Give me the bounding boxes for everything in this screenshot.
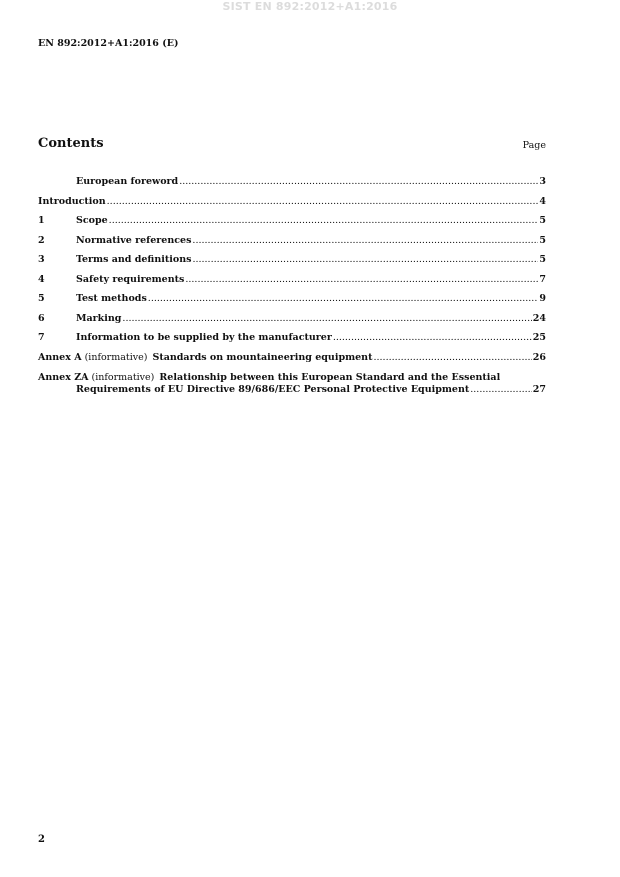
toc-entry-marking[interactable] bbox=[38, 313, 546, 333]
toc-entry-introduction[interactable] bbox=[38, 196, 546, 216]
toc-number: 3 bbox=[38, 254, 45, 265]
dot-leader bbox=[122, 313, 531, 324]
annex-type: (informative) bbox=[84, 351, 148, 363]
toc-title: Terms and definitions bbox=[76, 254, 192, 265]
toc-entry-information-manufacturer[interactable] bbox=[38, 332, 546, 352]
page-number: 2 bbox=[38, 834, 45, 845]
dot-leader bbox=[333, 332, 532, 343]
toc-page: 3 bbox=[539, 176, 546, 187]
contents-heading: Contents bbox=[38, 136, 104, 151]
toc-number: 2 bbox=[38, 234, 45, 246]
annex-type: (informative) bbox=[91, 372, 155, 383]
toc-page: 5 bbox=[539, 234, 546, 246]
toc-title: Information to be supplied by the manufacturer bbox=[76, 332, 332, 343]
toc-entry-annex-za[interactable] bbox=[38, 372, 546, 397]
dot-leader bbox=[109, 215, 539, 226]
toc-title: Marking bbox=[76, 312, 122, 324]
toc-entry-normative-references[interactable] bbox=[38, 235, 546, 255]
toc-number: 4 bbox=[38, 273, 45, 285]
dot-leader bbox=[192, 235, 538, 246]
annex-label: Annex A bbox=[38, 351, 82, 363]
toc-number: 6 bbox=[38, 312, 45, 324]
toc-title: Scope bbox=[76, 215, 108, 226]
table-of-contents bbox=[38, 176, 546, 397]
toc-page: 25 bbox=[532, 332, 546, 343]
document-id: EN 892:2012+A1:2016 (E) bbox=[38, 38, 179, 49]
toc-page: 5 bbox=[539, 254, 546, 265]
toc-entry-safety-requirements[interactable] bbox=[38, 274, 546, 294]
toc-page: 7 bbox=[539, 273, 546, 285]
toc-title: Standards on mountaineering equipment bbox=[152, 351, 373, 363]
toc-title: European foreword bbox=[76, 176, 179, 187]
toc-title-line2: Requirements of EU Directive 89/686/EEC Personal Protective Equipment bbox=[76, 384, 470, 395]
annex-label: Annex ZA bbox=[38, 372, 89, 383]
toc-page: 9 bbox=[539, 293, 546, 304]
toc-title: Test methods bbox=[76, 293, 147, 304]
dot-leader bbox=[185, 274, 538, 285]
toc-title: Safety requirements bbox=[76, 273, 185, 285]
toc-number: 5 bbox=[38, 293, 45, 304]
dot-leader bbox=[373, 352, 531, 363]
toc-title-line1: Relationship between this European Standard and the Essential bbox=[159, 372, 501, 383]
toc-number: 1 bbox=[38, 215, 45, 226]
toc-number: 7 bbox=[38, 332, 45, 343]
toc-entry-annex-a[interactable] bbox=[38, 352, 546, 372]
dot-leader bbox=[179, 176, 538, 187]
toc-entry-terms-and-definitions[interactable] bbox=[38, 254, 546, 274]
toc-page: 27 bbox=[532, 384, 546, 395]
toc-title: Introduction bbox=[38, 195, 106, 207]
toc-page: 4 bbox=[539, 195, 546, 207]
dot-leader bbox=[107, 196, 539, 207]
watermark: SIST EN 892:2012+A1:2016 bbox=[222, 0, 398, 13]
toc-page: 26 bbox=[532, 351, 546, 363]
dot-leader bbox=[192, 254, 538, 265]
dot-leader bbox=[470, 384, 532, 395]
page-column-label: Page bbox=[522, 140, 546, 151]
toc-entry-european-foreword[interactable] bbox=[38, 176, 546, 196]
dot-leader bbox=[148, 293, 539, 304]
toc-entry-test-methods[interactable] bbox=[38, 293, 546, 313]
toc-title: Normative references bbox=[76, 234, 192, 246]
toc-page: 24 bbox=[532, 312, 546, 324]
toc-entry-scope[interactable] bbox=[38, 215, 546, 235]
toc-page: 5 bbox=[539, 215, 546, 226]
